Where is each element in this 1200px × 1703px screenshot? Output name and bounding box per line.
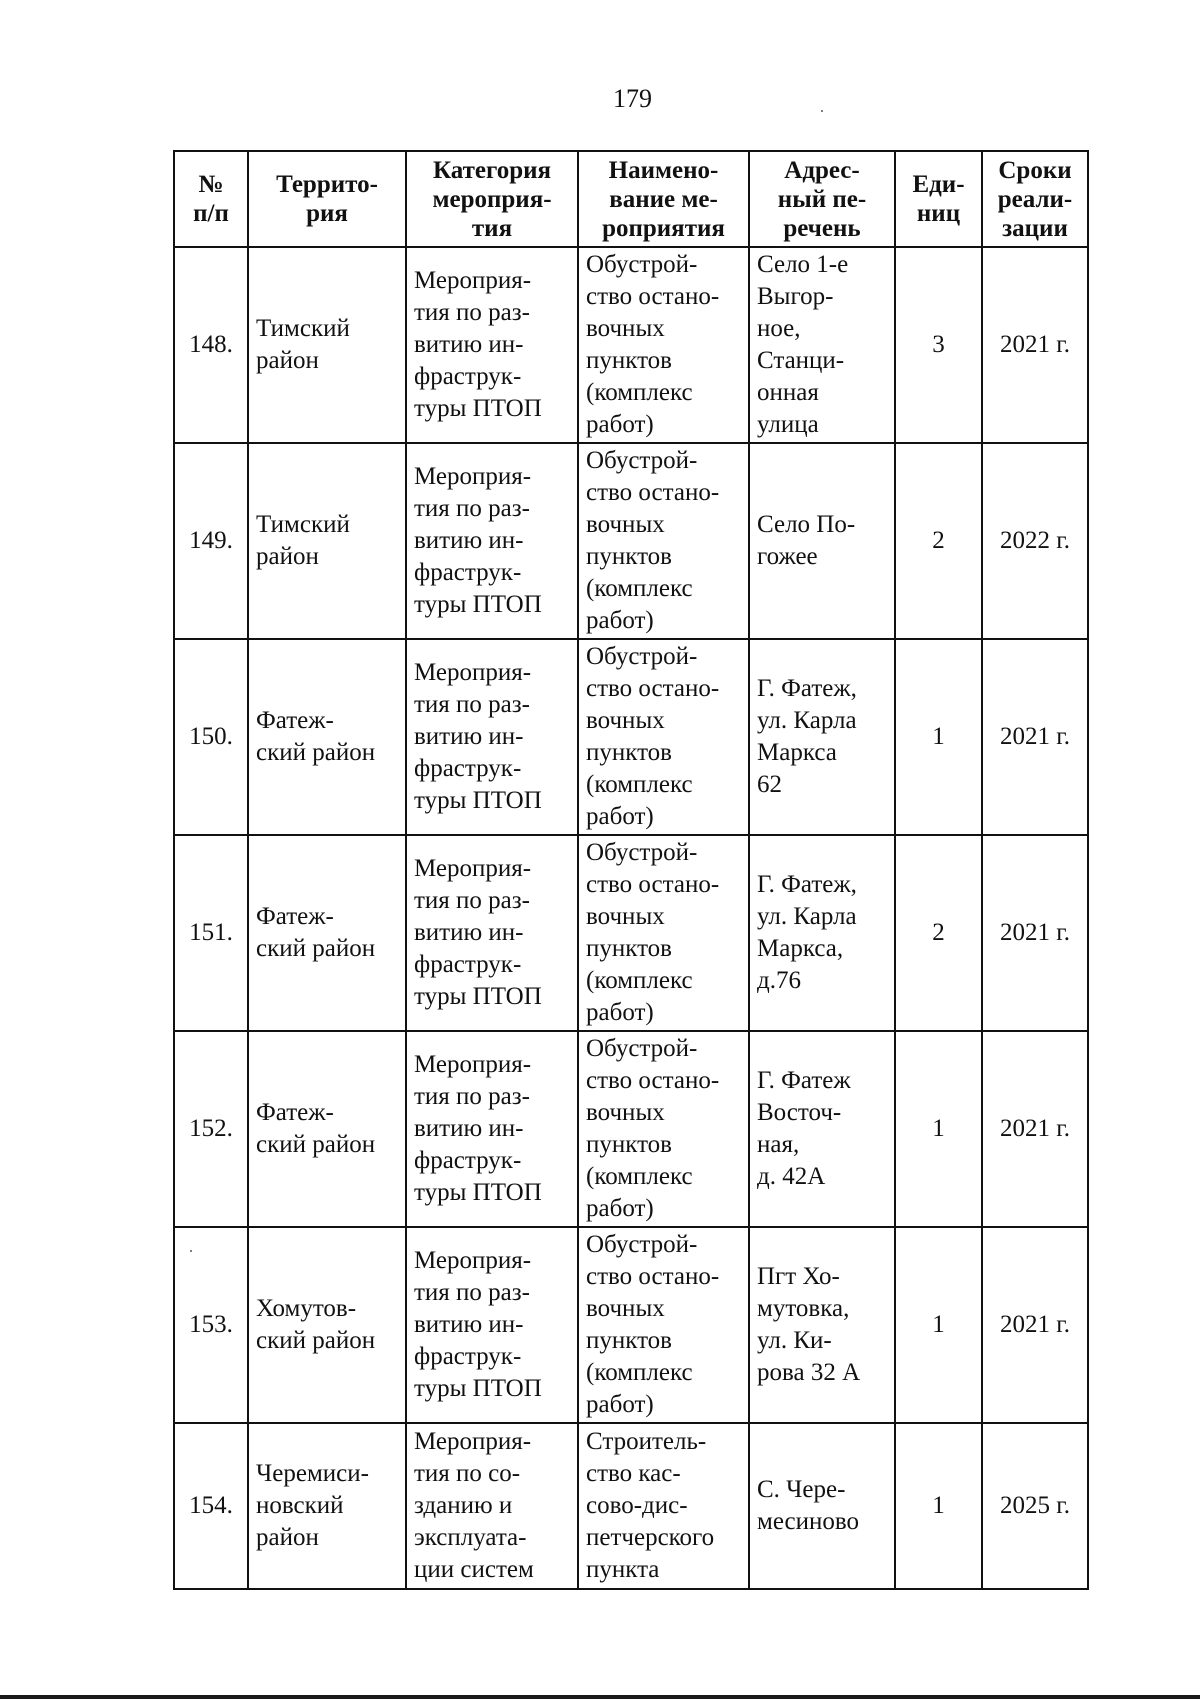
territory-cell: Тимский район [248,247,406,443]
units-cell: 1 [895,1423,982,1589]
measure-name-cell: Обустрой- ство остано- вочных пунктов (комплекс работ) [578,443,749,639]
units-cell: 1 [895,1031,982,1227]
header-number: № п/п [174,151,248,247]
address-cell: Село 1-е Выгор- ное, Станци- онная улица [749,247,895,443]
measure-name-cell: Строитель- ство кас- сово-дис- петчерского пункта [578,1423,749,1589]
table-row [174,1031,1088,1227]
units-cell: 1 [895,639,982,835]
row-number: 152. [174,1031,248,1227]
table-row [174,247,1088,443]
header-address: Адрес- ный пе- речень [749,151,895,247]
units-cell: 1 [895,1227,982,1423]
header-territory: Террито- рия [248,151,406,247]
header-name: Наимено- вание ме- роприятия [578,151,749,247]
header-units: Еди- ниц [895,151,982,247]
row-number: 150. [174,639,248,835]
measures-table [173,150,1089,1590]
table-row [174,443,1088,639]
territory-cell: Хомутов- ский район [248,1227,406,1423]
deadline-cell: 2022 г. [982,443,1088,639]
address-cell: С. Чере- месиново [749,1423,895,1589]
table-row [174,639,1088,835]
address-cell: Г. Фатеж, ул. Карла Маркса, д.76 [749,835,895,1031]
deadline-cell: 2021 г. [982,835,1088,1031]
category-cell: Мероприя- тия по раз- витию ин- фраструк- туры ПТОП [406,247,578,443]
row-number: 154. [174,1423,248,1589]
category-cell: Мероприя- тия по со- зданию и эксплуата- ции систем [406,1423,578,1589]
category-cell: Мероприя- тия по раз- витию ин- фраструк- туры ПТОП [406,639,578,835]
category-cell: Мероприя- тия по раз- витию ин- фраструк- туры ПТОП [406,1031,578,1227]
territory-cell: Фатеж- ский район [248,835,406,1031]
territory-cell: Черемиси- новский район [248,1423,406,1589]
measure-name-cell: Обустрой- ство остано- вочных пунктов (комплекс работ) [578,639,749,835]
deadline-cell: 2021 г. [982,1031,1088,1227]
deadline-cell: 2021 г. [982,247,1088,443]
measure-name-cell: Обустрой- ство остано- вочных пунктов (комплекс работ) [578,835,749,1031]
deadline-cell: 2021 г. [982,639,1088,835]
table-header-row [174,151,1088,247]
measure-name-cell: Обустрой- ство остано- вочных пунктов (комплекс работ) [578,1031,749,1227]
category-cell: Мероприя- тия по раз- витию ин- фраструк- туры ПТОП [406,835,578,1031]
scan-speck [821,110,823,112]
measure-name-cell: Обустрой- ство остано- вочных пунктов (комплекс работ) [578,247,749,443]
units-cell: 2 [895,443,982,639]
bottom-scan-edge [0,1695,1200,1699]
table-row [174,1423,1088,1589]
territory-cell: Тимский район [248,443,406,639]
units-cell: 3 [895,247,982,443]
header-deadline: Сроки реали- зации [982,151,1088,247]
deadline-cell: 2021 г. [982,1227,1088,1423]
row-number: 151. [174,835,248,1031]
address-cell: Г. Фатеж, ул. Карла Маркса 62 [749,639,895,835]
category-cell: Мероприя- тия по раз- витию ин- фраструк- туры ПТОП [406,1227,578,1423]
territory-cell: Фатеж- ский район [248,1031,406,1227]
address-cell: Село По- гожее [749,443,895,639]
territory-cell: Фатеж- ский район [248,639,406,835]
address-cell: Г. Фатеж Восточ- ная, д. 42А [749,1031,895,1227]
table-row [174,835,1088,1031]
header-category: Категория мероприя- тия [406,151,578,247]
address-cell: Пгт Хо- мутовка, ул. Ки- рова 32 А [749,1227,895,1423]
row-number: 153. [174,1227,248,1423]
row-number: 148. [174,247,248,443]
deadline-cell: 2025 г. [982,1423,1088,1589]
page-number: 179 [613,84,652,113]
units-cell: 2 [895,835,982,1031]
category-cell: Мероприя- тия по раз- витию ин- фраструк- туры ПТОП [406,443,578,639]
measure-name-cell: Обустрой- ство остано- вочных пунктов (комплекс работ) [578,1227,749,1423]
row-number: 149. [174,443,248,639]
table-row [174,1227,1088,1423]
